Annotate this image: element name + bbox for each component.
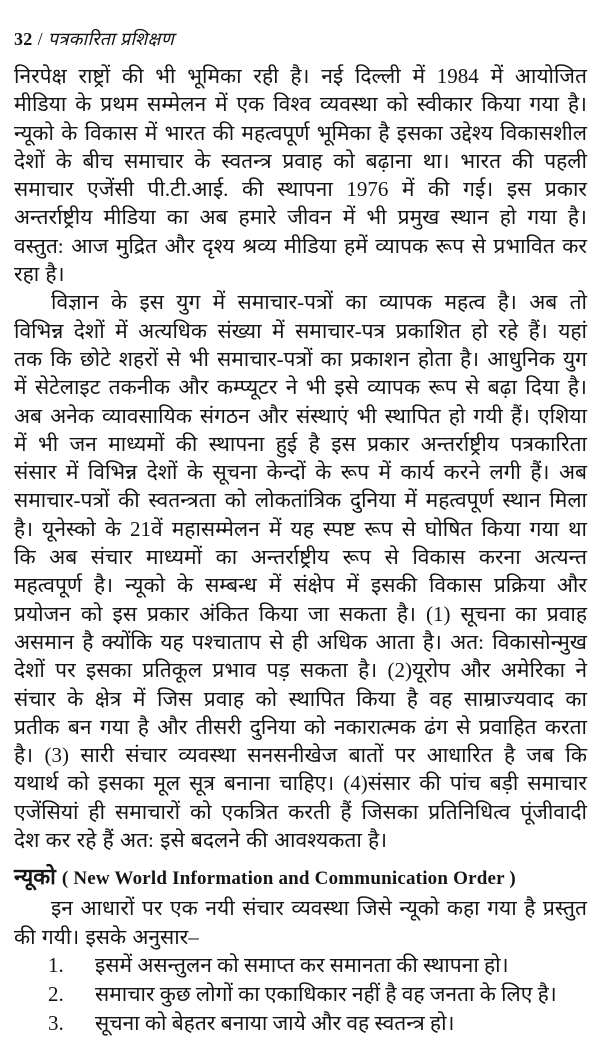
text-line: है। यूनेस्को के 21वें महासम्मेलन में यह स्पष्ट रूप से घोषित किया गया था: [14, 516, 587, 541]
text-line: कि अब संचार माध्यमों का अन्तर्राष्ट्रीय रूप से विकास करना अत्यन्त: [14, 545, 587, 570]
body-paragraph-1: [14, 62, 587, 288]
text-line: में सेटेलाइट तकनीक और कम्प्यूटर ने भी इसे व्यापक रूप से बढ़ा दिया है।: [14, 375, 587, 400]
list-item-text: इसमें असन्तुलन को समाप्त कर समानता की स्थापना हो।: [95, 952, 509, 977]
text-line: देशों के बीच समाचार के स्वतन्त्र प्रवाह को बढ़ाना था। भारत की पहली: [14, 148, 587, 173]
text-line: की गयी। इसके अनुसार–: [14, 924, 199, 949]
list-item: [14, 1009, 587, 1038]
header-separator: /: [37, 29, 43, 49]
text-line: असमान है क्योंकि यह पश्चाताप से ही अधिक आता है। अत: विकासोन्मुख: [14, 629, 587, 654]
section-heading-latin: ( New World Information and Communication Order ): [61, 868, 516, 890]
numbered-list: [14, 951, 587, 1038]
text-line: देशों पर इसका प्रतिकूल प्रभाव पड़ सकता है। (2)यूरोप और अमेरिका ने: [14, 658, 587, 683]
text-line: प्रयोजन को इस प्रकार अंकित किया जा सकता है। (1) सूचना का प्रवाह: [14, 601, 587, 626]
text-line: है। (3) सारी संचार व्यवस्था सनसनीखेज बातों पर आधारित है जब कि: [14, 743, 587, 768]
text-line: अन्तर्राष्ट्रीय मीडिया का अब हमारे जीवन में भी प्रमुख स्थान हो गया है।: [14, 205, 587, 230]
running-header: [14, 28, 587, 50]
list-item: [14, 951, 587, 980]
section-heading: [14, 862, 587, 894]
list-item: [14, 980, 587, 1009]
text-line: मीडिया के प्रथम सम्मेलन में एक विश्व व्यवस्था को स्वीकार किया गया है।: [14, 92, 587, 117]
text-line: विज्ञान के इस युग में समाचार-पत्रों का व्यापक महत्व है। अब तो: [51, 290, 587, 315]
body-paragraph-2: [14, 288, 587, 854]
text-line: रहा है।: [14, 262, 65, 287]
list-item-number: 3.: [48, 1010, 64, 1035]
text-line: संचार के क्षेत्र में जिस प्रवाह को स्थापित किया है वह साम्राज्यवाद का: [14, 686, 587, 711]
page-number: 32: [14, 29, 33, 49]
chapter-title: पत्रकारिता प्रशिक्षण: [47, 29, 175, 49]
section-heading-devanagari: न्यूको: [14, 864, 56, 890]
text-line: प्रतीक बन गया है और तीसरी दुनिया को नकारात्मक ढंग से प्रवाहित करता: [14, 714, 587, 739]
list-item-text: सूचना को बेहतर बनाया जाये और वह स्वतन्त्र हो।: [95, 1010, 455, 1035]
text-line: अब अनेक व्यावसायिक संगठन और संस्थाएं भी स्थापित हो गयी हैं। एशिया: [14, 403, 587, 428]
text-line: देश कर रहे हैं अत: इसे बदलने की आवश्यकता है।: [14, 828, 388, 853]
text-line: में भी जन माध्यमों की स्थापना हुई है इस प्रकार अन्तर्राष्ट्रीय पत्रकारिता: [14, 431, 587, 456]
list-item-number: 2.: [48, 981, 64, 1006]
text-line: विभिन्न देशों में अत्यधिक संख्या में समाचार-पत्र प्रकाशित हो रहे हैं। यहां: [14, 318, 587, 343]
text-line: तक कि छोटे शहरों से भी समाचार-पत्रों का प्रकाशन होता है। आधुनिक युग: [14, 346, 587, 371]
list-item-number: 1.: [48, 952, 64, 977]
text-line: इन आधारों पर एक नयी संचार व्यवस्था जिसे न्यूको कहा गया है प्रस्तुत: [51, 896, 587, 921]
text-line: समाचार एजेंसी पी.टी.आई. की स्थापना 1976 में की गई। इस प्रकार: [14, 177, 587, 202]
text-line: यथार्थ को इसका मूल सूत्र बनाना चाहिए। (4)संसार की पांच बड़ी समाचार: [14, 771, 587, 796]
text-line: निरपेक्ष राष्ट्रों की भी भूमिका रही है। नई दिल्ली में 1984 में आयोजित: [14, 64, 587, 88]
text-line: न्यूको के विकास में भारत की महत्वपूर्ण भूमिका है इसका उद्देश्य विकासशील: [14, 120, 587, 145]
intro-paragraph: [14, 894, 587, 951]
text-line: महत्वपूर्ण है। न्यूको के सम्बन्ध में संक्षेप में इसकी विकास प्रक्रिया और: [14, 573, 587, 598]
text-line: समाचार-पत्रों की स्वतन्त्रता को लोकतांत्रिक दुनिया में महत्वपूर्ण स्थान मिला: [14, 488, 587, 513]
list-item-text: समाचार कुछ लोगों का एकाधिकार नहीं है वह जनता के लिए है।: [95, 981, 557, 1006]
text-line: संसार में विभिन्न देशों के सूचना केन्दों के रूप में कार्य करने लगी हैं। अब: [14, 460, 587, 485]
text-line: वस्तुत: आज मुद्रित और दृश्य श्रव्य मीडिया हमें व्यापक रूप से प्रभावित कर: [14, 233, 587, 258]
text-line: एजेंसियां ही समाचारों को एकत्रित करती हैं जिसका प्रतिनिधित्व पूंजीवादी: [14, 799, 587, 824]
